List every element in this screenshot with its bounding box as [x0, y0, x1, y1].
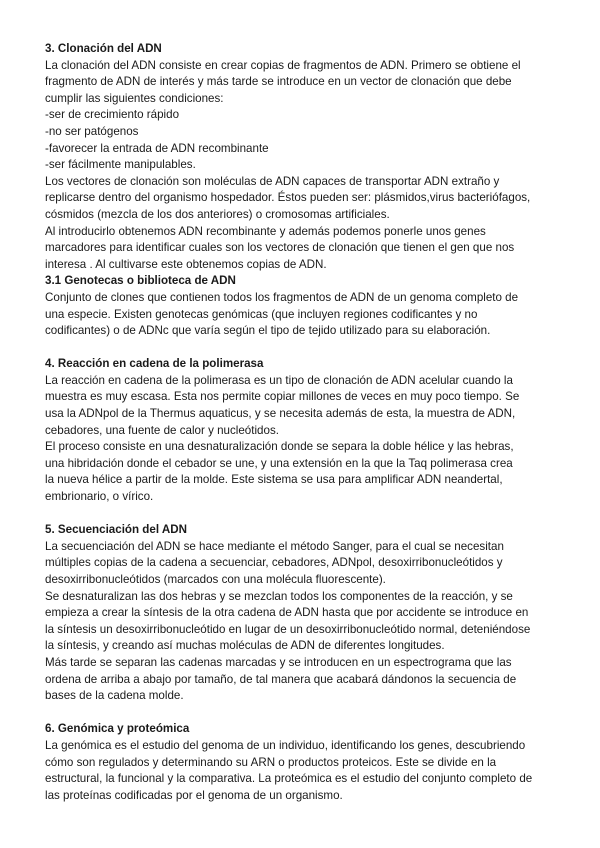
paragraph: [45, 439, 557, 505]
paragraph: [45, 738, 557, 804]
text-line: la nueva hélice a partir de la molde. Este sistema se usa para amplificar ADN neandertal,: [45, 473, 503, 487]
paragraph: [45, 224, 557, 274]
text-line: la síntesis un desoxirribonucleótido en lugar de un desoxirribonucleótido normal, deteniéndose: [45, 622, 531, 636]
paragraph: [45, 373, 557, 439]
text-line: Los vectores de clonación son moléculas de ADN capaces de transportar ADN extraño y: [45, 174, 500, 188]
text-line: codificantes) o de ADNc que varía según el tipo de tejido utilizado para su elaboración.: [45, 324, 491, 338]
paragraph: [45, 174, 557, 224]
text-line: ordena de arriba a abajo por tamaño, de tal manera que acabará dándonos la secuencia de: [45, 672, 517, 686]
text-line: El proceso consiste en una desnaturalización donde se separa la doble hélice y las hebras,: [45, 440, 514, 454]
subsection-heading: 3.1 Genotecas o biblioteca de ADN: [45, 274, 236, 288]
text-line: cebadores, una fuente de calor y nucleótidos.: [45, 423, 279, 437]
text-line: Conjunto de clones que contienen todos los fragmentos de ADN de un genoma completo de: [45, 290, 519, 304]
document-page: [45, 41, 557, 804]
paragraph: [45, 655, 557, 705]
text-line: La genómica es el estudio del genoma de un individuo, identificando los genes, descubriendo: [45, 738, 526, 752]
text-line: fragmento de ADN de interés y más tarde se introduce en un vector de clonación que debe: [45, 75, 512, 89]
list-item: -favorecer la entrada de ADN recombinante: [45, 141, 269, 155]
list-item: -ser de crecimiento rápido: [45, 108, 180, 122]
text-line: interesa . Al cultivarse este obtenemos copias de ADN.: [45, 257, 327, 271]
text-line: usa la ADNpol de la Thermus aquaticus, y se necesita además de esta, la muestra de ADN,: [45, 407, 516, 421]
text-line: empieza a crear la síntesis de la otra cadena de ADN hasta que por accidente se introduce en: [45, 606, 529, 620]
paragraph: [45, 589, 557, 655]
section-heading: 6. Genómica y proteómica: [45, 722, 190, 736]
text-line: marcadores para identificar cuales son los vectores de clonación que tienen el gen que nos: [45, 241, 515, 255]
paragraph: [45, 539, 557, 589]
text-line: la síntesis, y creando así muchas moléculas de ADN de diferentes longitudes.: [45, 639, 445, 653]
text-line: cumplir las siguientes condiciones:: [45, 91, 224, 105]
text-line: replicarse dentro del organismo hospedador. Éstos pueden ser: plásmidos,virus bacteriófagos,: [45, 191, 531, 205]
text-line: desoxirribonucleótidos (marcados con una molécula fluorescente).: [45, 573, 386, 586]
section-heading: 4. Reacción en cadena de la polimerasa: [45, 357, 264, 371]
text-line: Al introducirlo obtenemos ADN recombinante y además podemos ponerle unos genes: [45, 224, 486, 238]
text-line: una hibridación donde el cebador se une, y una extensión en la que la Taq polimerasa crea: [45, 456, 513, 470]
subsection-genotecas: [45, 273, 557, 339]
text-line: cósmidos (mezcla de los dos anteriores) o cromosomas artificiales.: [45, 207, 390, 221]
text-line: múltiples copias de la cadena a secuenciar, cebadores, ADNpol, desoxirribonucleótidos y: [45, 556, 503, 570]
text-line: Más tarde se separan las cadenas marcadas y se introducen en un espectrograma que las: [45, 655, 512, 669]
section-heading: 5. Secuenciación del ADN: [45, 523, 187, 537]
text-line: Se desnaturalizan las dos hebras y se mezclan todos los componentes de la reacción, y se: [45, 589, 513, 603]
list-item: -ser fácilmente manipulables.: [45, 158, 196, 172]
text-line: una especie. Existen genotecas genómicas (que incluyen regiones codificantes y no: [45, 307, 478, 321]
text-line: estructural, la funcional y la comparativa. La proteómica es el estudio del conjunto completo de: [45, 772, 533, 786]
list-item: -no ser patógenos: [45, 124, 139, 138]
text-line: La clonación del ADN consiste en crear copias de fragmentos de ADN. Primero se obtiene el: [45, 58, 521, 72]
text-line: embrionario, o vírico.: [45, 490, 154, 504]
section-pcr: [45, 356, 557, 505]
text-line: bases de la cadena molde.: [45, 689, 184, 703]
paragraph: [45, 58, 557, 174]
text-line: cómo son regulados y determinando su ARN o productos proteicos. Este se divide en la: [45, 755, 497, 769]
text-line: las proteínas codificadas por el genoma de un organismo.: [45, 788, 343, 802]
paragraph: [45, 290, 557, 340]
section-cloning: [45, 41, 557, 340]
section-heading: 3. Clonación del ADN: [45, 42, 162, 55]
text-line: La secuenciación del ADN se hace mediante el método Sanger, para el cual se necesitan: [45, 539, 504, 553]
section-sequencing: [45, 522, 557, 705]
text-line: La reacción en cadena de la polimerasa es un tipo de clonación de ADN acelular cuando la: [45, 373, 513, 387]
text-line: muestra es muy escasa. Esta nos permite copiar millones de veces en muy poco tiempo. Se: [45, 390, 520, 404]
section-genomics: [45, 721, 557, 804]
